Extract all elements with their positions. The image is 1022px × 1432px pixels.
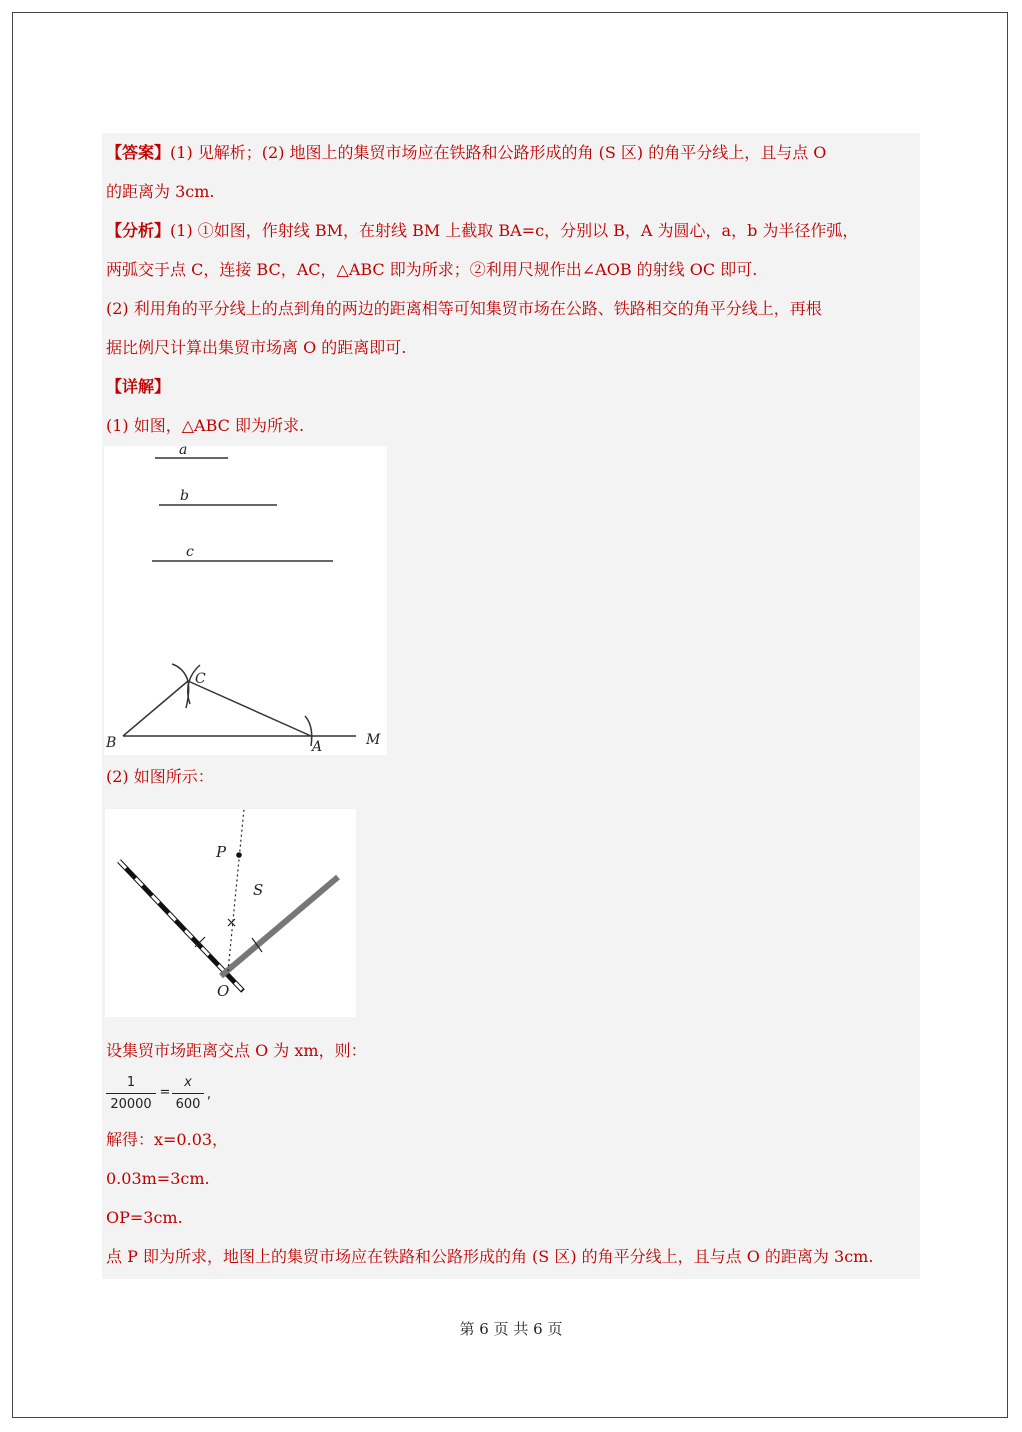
side-bc [123, 681, 188, 736]
answer-label: 【答案】 [106, 143, 171, 162]
fraction-right-num: x [184, 1075, 192, 1090]
detail-convert: 0.03m=3cm. [106, 1169, 210, 1188]
bisector-figure [105, 809, 356, 1017]
label-point-b: B [106, 735, 117, 751]
detail-solve: 解得：x=0.03， [106, 1130, 229, 1149]
bisector-svg [105, 809, 356, 1017]
analysis-line-3: (2) 利用角的平分线上的点到角的两边的距离相等可知集贸市场在公路、铁路相交的角平分线上，再根 [106, 299, 822, 318]
fraction-left-bar [106, 1093, 156, 1094]
detail-part2: (2) 如图所示： [106, 767, 214, 786]
arc-from-a [305, 716, 312, 746]
label-b: b [180, 488, 189, 504]
analysis-line-2: 两弧交于点 C，连接 BC，AC，△ABC 即为所求；②利用尺规作出∠AOB 的射线 OC 即可. [106, 260, 758, 279]
label-point-o: O [217, 982, 230, 1000]
fraction-left-num: 1 [126, 1075, 136, 1090]
detail-conclusion: 点 P 即为所求，地图上的集贸市场应在铁路和公路形成的角 (S 区) 的角平分线上，且与点 O 的距离为 3cm. [106, 1247, 874, 1266]
triangle-construction-svg [104, 446, 387, 755]
answer-text-1: (1) 见解析；(2) 地图上的集贸市场应在铁路和公路形成的角 (S 区) 的角平分线上，且与点 O [170, 143, 827, 162]
fraction-equals: = [159, 1085, 171, 1100]
bisector-line [228, 809, 244, 971]
fraction-right-bar [172, 1093, 204, 1094]
page-footer: 第 6 页 共 6 页 [459, 1320, 563, 1338]
detail-part1: (1) 如图，△ABC 即为所求. [106, 416, 305, 435]
answer-section [102, 133, 920, 1279]
road-line [221, 877, 338, 976]
label-point-c: C [195, 671, 206, 687]
point-p [236, 852, 242, 858]
label-c: c [186, 544, 194, 560]
triangle-construction-figure [104, 446, 387, 755]
analysis-line-1 [106, 220, 858, 242]
fraction-left-den: 20000 [110, 1097, 152, 1112]
detail-op: OP=3cm. [106, 1208, 183, 1227]
detail-set: 设集贸市场距离交点 O 为 xm，则： [106, 1041, 367, 1060]
arc-from-b [172, 664, 189, 708]
side-ac [188, 681, 311, 736]
detail-label: 【详解】 [106, 377, 171, 396]
analysis-text-1: (1) ①如图，作射线 BM，在射线 BM 上截取 BA=c，分别以 B，A 为圆心，a，b 为半径作弧， [170, 221, 859, 240]
fraction-right-den: 600 [175, 1097, 201, 1112]
answer-line-2: 的距离为 3cm. [106, 182, 215, 201]
analysis-line-4: 据比例尺计算出集贸市场离 O 的距离即可. [106, 338, 407, 357]
answer-line-1 [106, 142, 826, 164]
label-region-s: S [253, 881, 264, 899]
label-point-a: A [312, 739, 323, 755]
label-point-p: P [216, 843, 227, 861]
label-point-m: M [366, 732, 381, 748]
arc-intersection-mark [228, 919, 235, 926]
label-a: a [179, 446, 188, 458]
analysis-label: 【分析】 [106, 221, 171, 240]
fraction-tail: , [206, 1087, 212, 1102]
